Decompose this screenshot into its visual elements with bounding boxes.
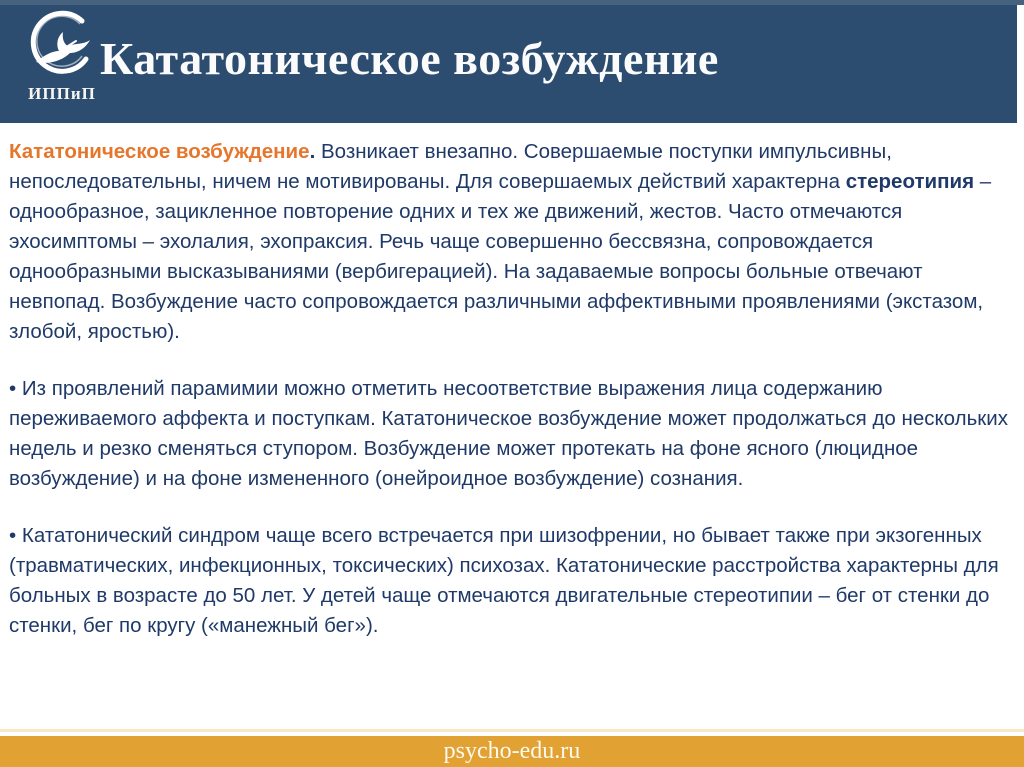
term-period: . xyxy=(309,140,316,163)
footer-site-url: psycho-edu.ru xyxy=(443,738,581,764)
term-highlight: Кататоническое возбуждение xyxy=(9,140,310,163)
institute-logo xyxy=(16,8,108,104)
footer-bar xyxy=(0,736,1024,767)
bullet-marker: • xyxy=(9,524,17,547)
slide-body xyxy=(9,137,1008,668)
paragraph-bullet-syndrome xyxy=(9,521,1008,641)
paragraph-bullet-paramimia xyxy=(9,374,1008,494)
footer-divider xyxy=(0,729,1024,732)
slide-title: Кататоническое возбуждение xyxy=(100,33,719,84)
paragraph-text: Возникает внезапно. Совершаемые поступки импульсивны, непоследовательны, ничем не мотивированы. Для совершаемых действий характерна xyxy=(9,140,892,193)
bold-term-stereotypy: стереотипия xyxy=(845,170,975,193)
phoenix-bird-circle-icon xyxy=(16,8,108,88)
paragraph-text: – однообразное, зацикленное повторение одних и тех же движений, жестов. Часто отмечаются эхосимптомы – эхолалия, эхопраксия. Речь чаще совершенно бессвязна, сопровождается однообразными высказываниями (вербигерацией). На задаваемые вопросы больные отвечают невпопад. Возбуждение часто сопровождается различными аффективными проявлениями (экстазом, злобой, яростью). xyxy=(9,170,992,343)
bullet-marker: • xyxy=(9,377,17,400)
logo-caption: ИППиП xyxy=(28,84,96,103)
paragraph-definition xyxy=(9,137,1008,347)
header-top-stripe xyxy=(0,0,1024,5)
paragraph-text: Кататонический синдром чаще всего встречается при шизофрении, но бывает также при экзогенных (травматических, инфекционных, токсических) психозах. Кататонические расстройства характерны для больных в возрасте до 50 лет. У детей чаще отмечаются двигательные стереотипии – бег от стенки до стенки, бег по кругу («манежный бег»). xyxy=(9,524,999,637)
paragraph-text: Из проявлений парамимии можно отметить несоответствие выражения лица содержанию переживаемого аффекта и поступкам. Кататоническое возбуждение может продолжаться до нескольких недель и резко сменяться ступором. Возбуждение может протекать на фоне ясного (люцидное возбуждение) и на фоне измененного (онейроидное возбуждение) сознания. xyxy=(9,377,1008,490)
